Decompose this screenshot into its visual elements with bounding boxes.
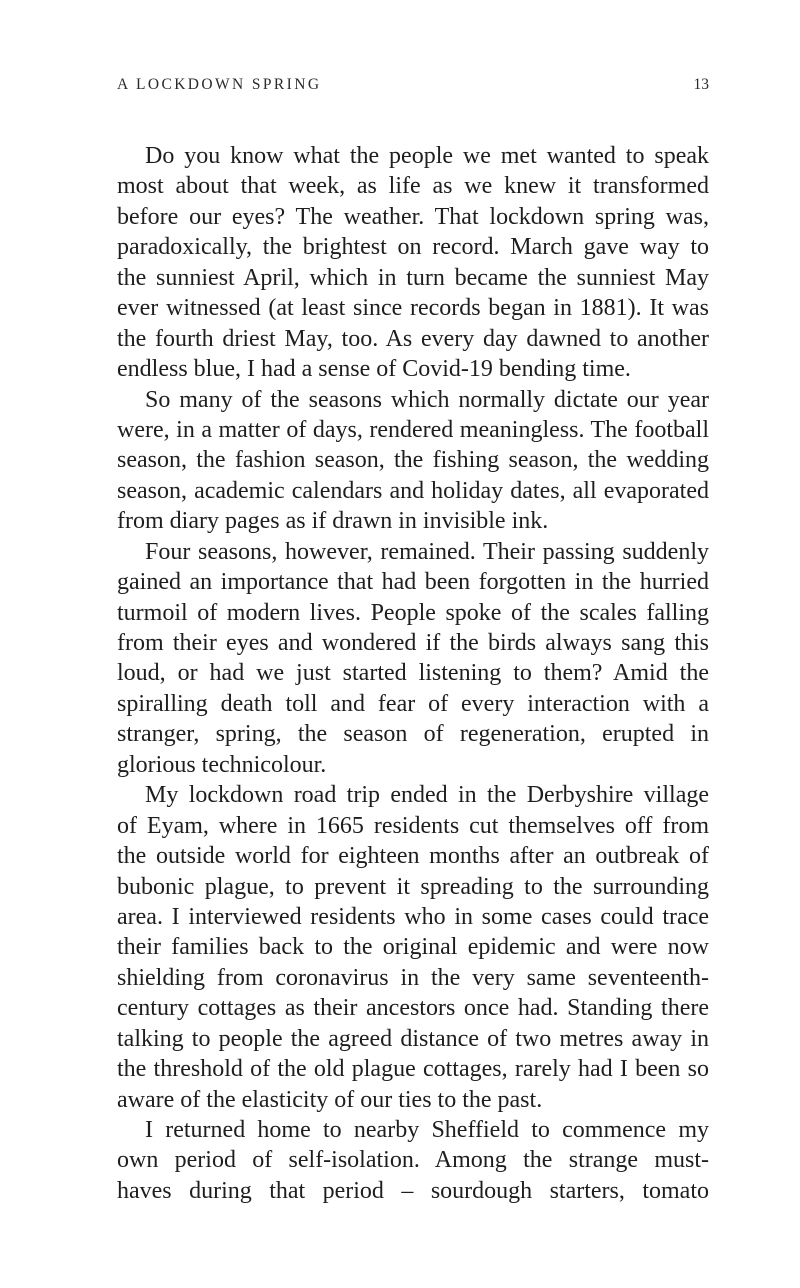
text-line: stranger, spring, the season of regeneration, erupted in (117, 721, 709, 748)
paragraph-first-line: I returned home to nearby Sheffield to commence my (145, 1117, 709, 1143)
text-line: spiralling death toll and fear of every interaction with a (117, 690, 709, 717)
paragraph-first-line: So many of the seasons which normally dictate our year (145, 386, 709, 413)
text-line: turmoil of modern lives. People spoke of the scales falling (117, 599, 709, 626)
text-line: were, in a matter of days, rendered meaningless. The football (117, 416, 709, 443)
text-line: area. I interviewed residents who in some cases could trace (117, 903, 709, 930)
text-line: their families back to the original epidemic and were now (117, 934, 709, 961)
running-title: A LOCKDOWN SPRING (117, 76, 322, 93)
text-line: century cottages as their ancestors once had. Standing there (117, 995, 709, 1022)
text-line: loud, or had we just started listening to them? Amid the (117, 660, 709, 687)
text-line: glorious technicolour. (117, 751, 327, 778)
paragraph-first-line: My lockdown road trip ended in the Derbyshire village (145, 782, 709, 809)
paragraph-first-line: Do you know what the people we met wanted to speak (145, 143, 709, 169)
text-line: before our eyes? The weather. That lockdown spring was, (117, 203, 709, 230)
text-line: season, the fashion season, the fishing season, the wedding (117, 447, 709, 474)
text-line: paradoxically, the brightest on record. March gave way to (117, 234, 709, 261)
paragraph-first-line: Four seasons, however, remained. Their passing suddenly (145, 538, 709, 565)
text-line: from diary pages as if drawn in invisible ink. (117, 508, 549, 535)
body-text (117, 141, 709, 1206)
text-line: gained an importance that had been forgotten in the hurried (117, 569, 709, 596)
running-head (117, 76, 709, 98)
text-line: the threshold of the old plague cottages, rarely had I been so (117, 1056, 709, 1083)
text-line: most about that week, as life as we knew it transformed (117, 173, 709, 200)
text-line: ever witnessed (at least since records began in 1881). It was (117, 295, 709, 322)
text-line: the outside world for eighteen months after an outbreak of (117, 843, 709, 870)
text-line: talking to people the agreed distance of two metres away in (117, 1025, 709, 1052)
text-line: own period of self-isolation. Among the strange must- (117, 1147, 709, 1174)
text-line: from their eyes and wondered if the birds always sang this (117, 630, 709, 656)
text-line: of Eyam, where in 1665 residents cut themselves off from (117, 812, 709, 839)
text-line: season, academic calendars and holiday dates, all evaporated (117, 477, 709, 504)
text-line: haves during that period – sourdough starters, tomato (117, 1177, 709, 1204)
text-line: shielding from coronavirus in the very same seventeenth- (117, 964, 709, 991)
text-line: the fourth driest May, too. As every day dawned to another (117, 325, 709, 352)
text-line: endless blue, I had a sense of Covid-19 bending time. (117, 356, 631, 383)
text-line: aware of the elasticity of our ties to the past. (117, 1086, 543, 1113)
page-number: 13 (693, 76, 709, 93)
text-line: the sunniest April, which in turn became the sunniest May (117, 264, 709, 291)
text-line: bubonic plague, to prevent it spreading to the surrounding (117, 873, 709, 900)
